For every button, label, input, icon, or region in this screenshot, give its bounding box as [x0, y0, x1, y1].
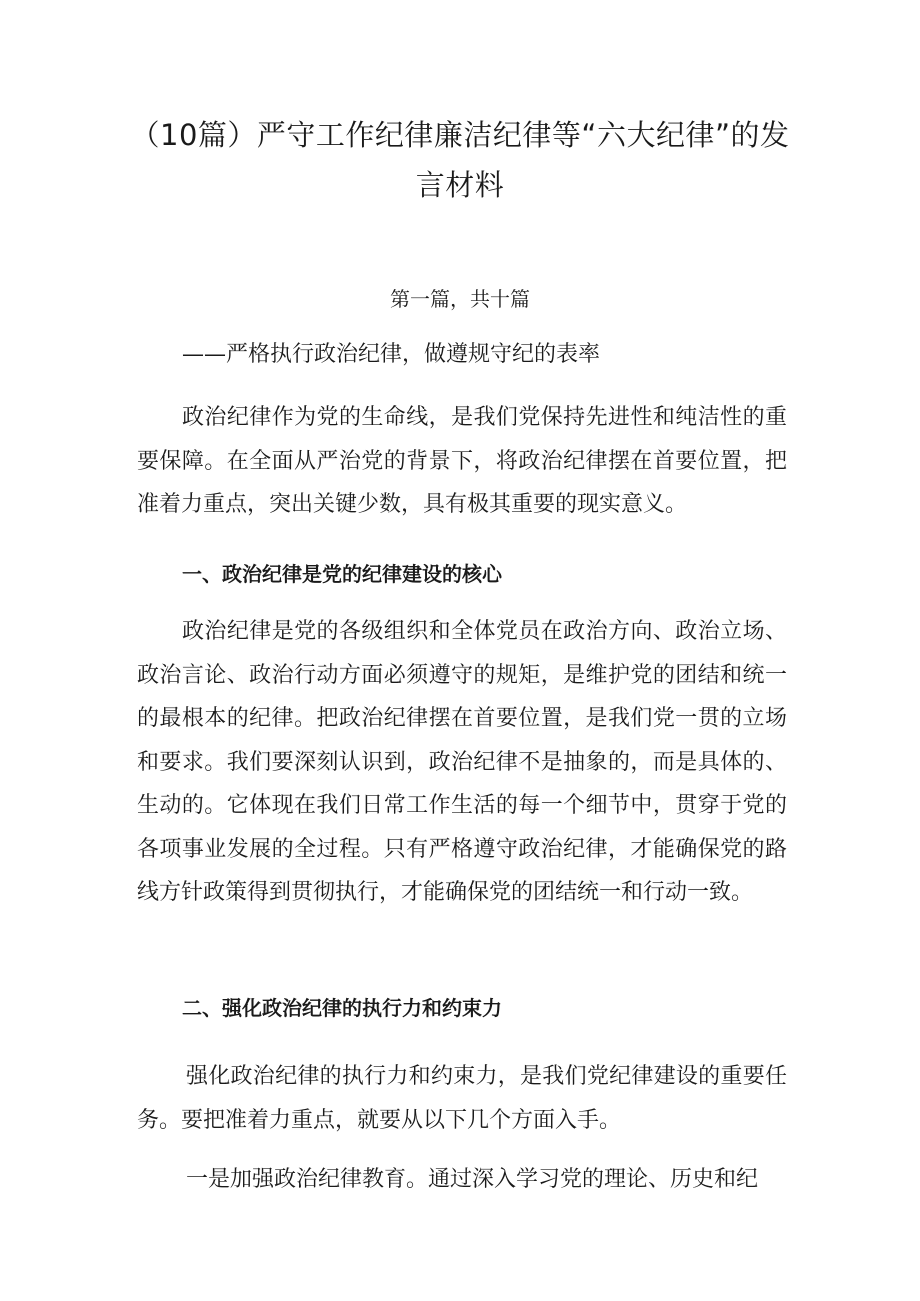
section-2-paragraph: 强化政治纪律的执行力和约束力，是我们党纪律建设的重要任务。要把准着力重点，就要从以下几个方面入手。 [137, 1064, 787, 1133]
document-title: （10篇）严守工作纪律廉洁纪律等“六大纪律”的发言材料 [130, 118, 790, 202]
section-heading-1: 一、政治纪律是党的纪律建设的核心 [182, 562, 502, 586]
section-2-item-1: 一是加强政治纪律教育。通过深入学习党的理论、历史和纪 [186, 1167, 759, 1192]
section-heading-2: 二、强化政治纪律的执行力和约束力 [182, 996, 502, 1020]
chapter-label: 第一篇，共十篇 [390, 287, 530, 311]
intro-paragraph: 政治纪律作为党的生命线，是我们党保持先进性和纯洁性的重要保障。在全面从严治党的背景下，将政治纪律摆在首要位置，把准着力重点，突出关键少数，具有极其重要的现实意义。 [137, 405, 787, 517]
section-1-paragraph: 政治纪律是党的各级组织和全体党员在政治方向、政治立场、政治言论、政治行动方面必须遵守的规矩，是维护党的团结和统一的最根本的纪律。把政治纪律摆在首要位置，是我们党一贯的立场和要求。我们要深刻认识到，政治纪律不是抽象的，而是具体的、生动的。它体现在我们日常工作生活的每一个细节中，贯穿于党的各项事业发展的全过程。只有严格遵守政治纪律，才能确保党的路线方针政策得到贯彻执行，才能确保党的团结统一和行动一致。 [137, 619, 787, 905]
section-subtitle: ——严格执行政治纪律，做遵规守纪的表率 [182, 342, 601, 367]
